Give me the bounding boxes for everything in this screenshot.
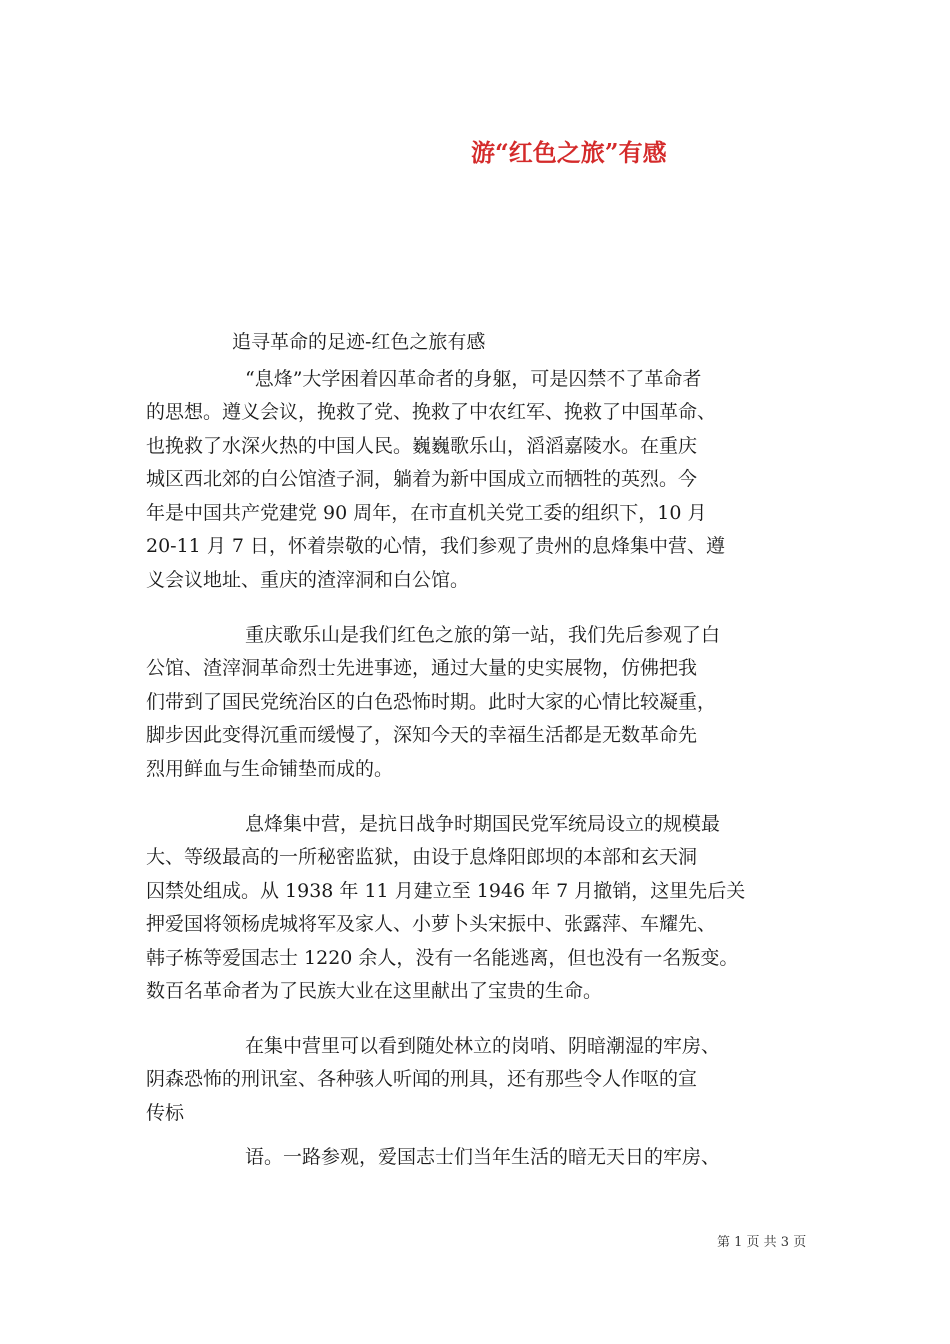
paragraph-line: 们带到了国民党统治区的白色恐怖时期。此时大家的心情比较凝重， (146, 691, 717, 713)
paragraph-line: 数百名革命者为了民族大业在这里献出了宝贵的生命。 (146, 980, 603, 1002)
paragraph-line: 韩子栋等爱国志士 1220 余人，没有一名能逃离，但也没有一名叛变。 (146, 947, 739, 969)
paragraph-line: 义会议地址、重庆的渣滓洞和白公馆。 (146, 569, 470, 591)
paragraph-line: 囚禁处组成。从 1938 年 11 月建立至 1946 年 7 月撤销，这里先后关 (146, 880, 746, 902)
paragraph-line: 语。一路参观，爱国志士们当年生活的暗无天日的牢房、 (245, 1146, 721, 1168)
paragraph-line: 公馆、渣滓洞革命烈士先进事迹，通过大量的史实展物，仿佛把我 (146, 657, 698, 679)
paragraph-line: 的思想。遵义会议，挽救了党、挽救了中农红军、挽救了中国革命、 (146, 401, 717, 423)
paragraph-line: “息烽”大学困着囚革命者的身躯，可是囚禁不了革命者 (245, 368, 702, 390)
paragraph-line: 阴森恐怖的刑讯室、各种骇人听闻的刑具，还有那些令人作呕的宣 (146, 1068, 698, 1090)
paragraph-line: 大、等级最高的一所秘密监狱，由设于息烽阳郎坝的本部和玄天洞 (146, 846, 698, 868)
paragraph-line: 脚步因此变得沉重而缓慢了，深知今天的幸福生活都是无数革命先 (146, 724, 698, 746)
document-subtitle: 追寻革命的足迹-红色之旅有感 (232, 331, 486, 353)
document-title: 游“红色之旅”有感 (471, 138, 667, 167)
paragraph-line: 也挽救了水深火热的中国人民。巍巍歌乐山，滔滔嘉陵水。在重庆 (146, 435, 698, 457)
paragraph-line: 息烽集中营，是抗日战争时期国民党军统局设立的规模最 (245, 813, 721, 835)
paragraph-line: 在集中营里可以看到随处林立的岗哨、阴暗潮湿的牢房、 (245, 1035, 721, 1057)
paragraph-line: 传标 (146, 1102, 185, 1124)
paragraph-line: 烈用鲜血与生命铺垫而成的。 (146, 758, 394, 780)
paragraph-line: 城区西北郊的白公馆渣子洞，躺着为新中国成立而牺牲的英烈。今 (146, 468, 698, 490)
paragraph-line: 年是中国共产党建党 90 周年，在市直机关党工委的组织下，10 月 (146, 502, 707, 524)
page-number-footer: 第 1 页 共 3 页 (717, 1235, 807, 1250)
paragraph-line: 押爱国将领杨虎城将军及家人、小萝卜头宋振中、张露萍、车耀先、 (146, 913, 717, 935)
paragraph-line: 20-11 月 7 日，怀着崇敬的心情，我们参观了贵州的息烽集中营、遵 (146, 535, 725, 557)
paragraph-line: 重庆歌乐山是我们红色之旅的第一站，我们先后参观了白 (245, 624, 721, 646)
